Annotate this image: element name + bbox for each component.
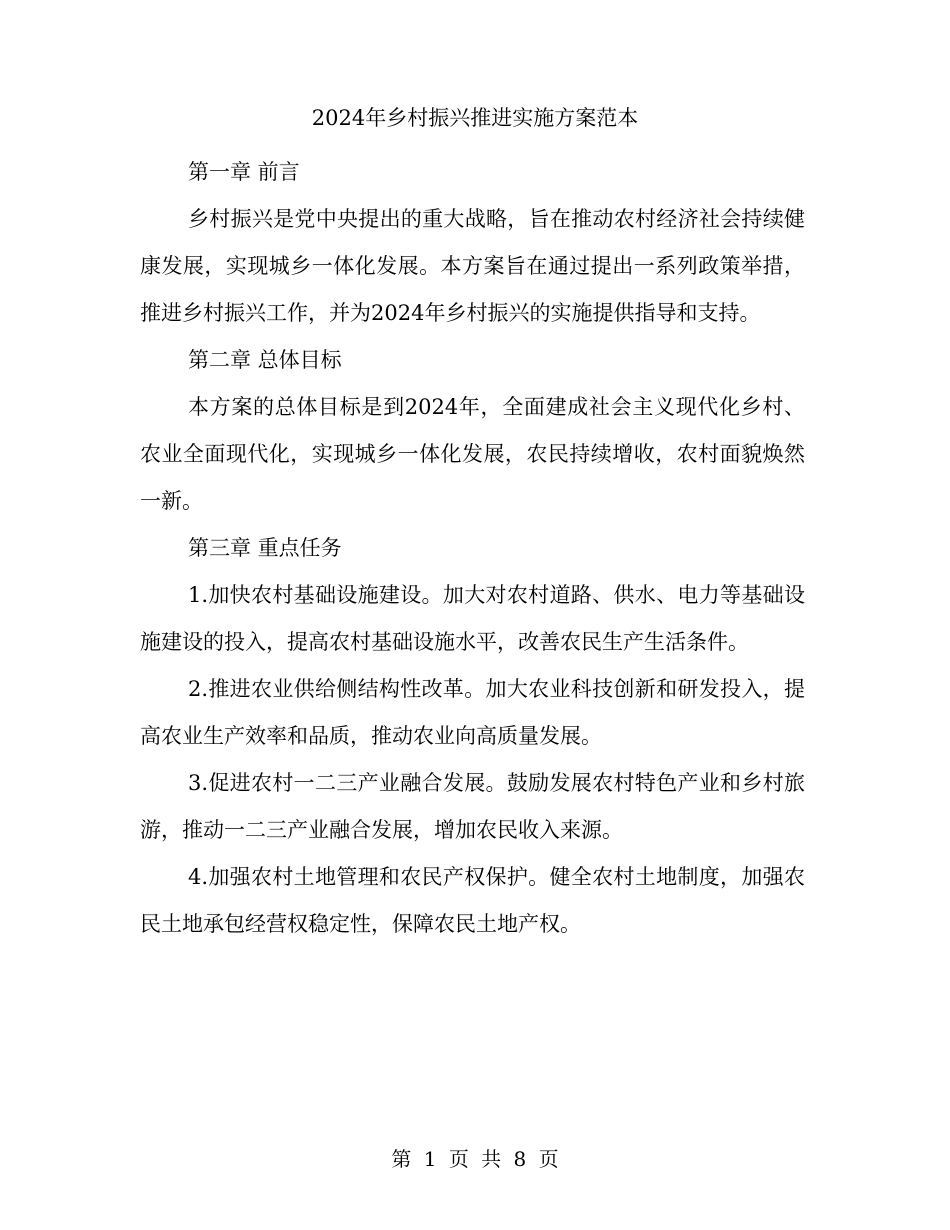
chapter-1-paragraph: 乡村振兴是党中央提出的重大战略，旨在推动农村经济社会持续健康发展，实现城乡一体化发展。本方案旨在通过提出一系列政策举措，推进乡村振兴工作，并为2024年乡村振兴的实施提供指导和支持。 (140, 207, 805, 325)
task-item-1: 1.加快农村基础设施建设。加大对农村道路、供水、电力等基础设施建设的投入，提高农村基础设施水平，改善农民生产生活条件。 (140, 583, 805, 654)
chapter-2-heading: 第二章 总体目标 (188, 348, 342, 372)
chapter-2-paragraph: 本方案的总体目标是到2024年，全面建成社会主义现代化乡村、农业全面现代化，实现城乡一体化发展，农民持续增收，农村面貌焕然一新。 (140, 395, 805, 513)
document-title: 2024年乡村振兴推进实施方案范本 (311, 106, 639, 130)
task-item-3: 3.促进农村一二三产业融合发展。鼓励发展农村特色产业和乡村旅游，推动一二三产业融合发展，增加农民收入来源。 (140, 771, 805, 842)
task-item-2: 2.推进农业供给侧结构性改革。加大农业科技创新和研发投入，提高农业生产效率和品质，推动农业向高质量发展。 (140, 677, 805, 748)
chapter-3-heading: 第三章 重点任务 (188, 536, 342, 560)
document-body (140, 149, 805, 948)
chapter-1-heading: 第一章 前言 (188, 160, 300, 184)
task-item-4: 4.加强农村土地管理和农民产权保护。健全农村土地制度，加强农民土地承包经营权稳定性，保障农民土地产权。 (140, 865, 805, 936)
page-number-footer: 第 1 页 共 8 页 (391, 1147, 559, 1171)
